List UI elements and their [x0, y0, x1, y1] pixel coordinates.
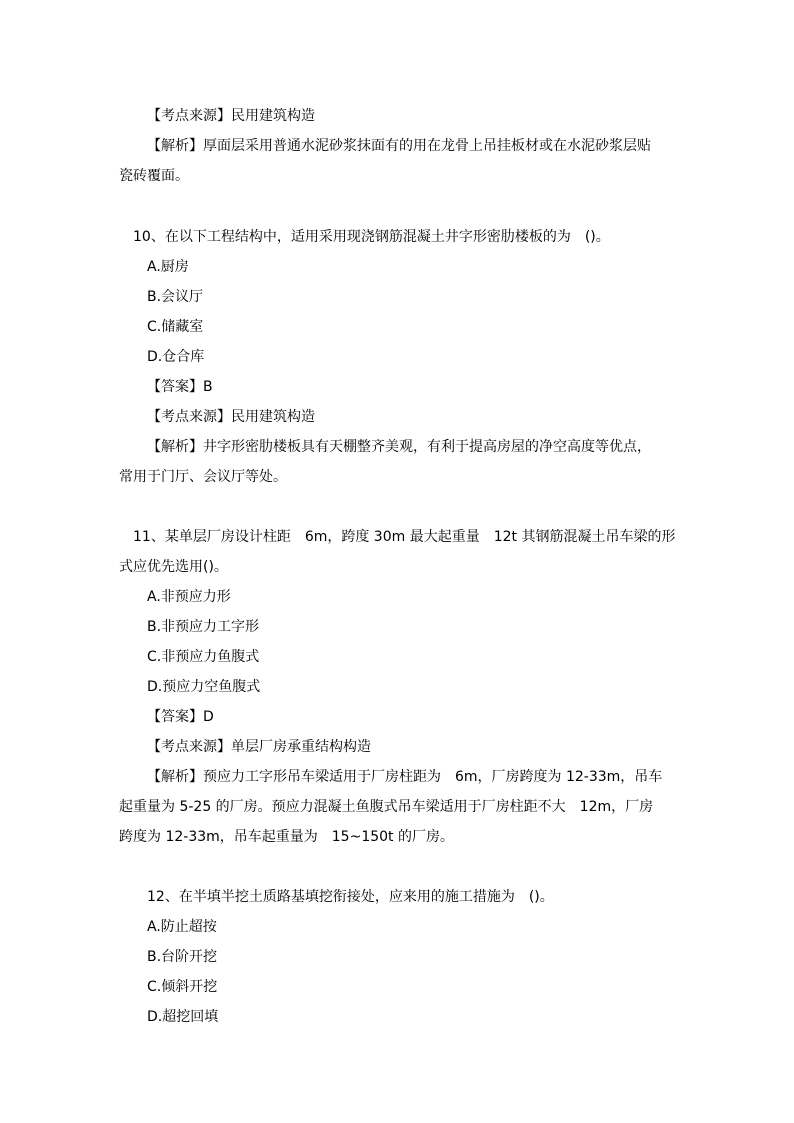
q11-stem-line2: 式应优先选用()。 — [119, 559, 228, 575]
q11-source: 【考点来源】单层厂房承重结构构造 — [147, 739, 371, 755]
q11-analysis-line2: 起重量为 5-25 的厂房。预应力混凝土鱼腹式吊车梁适用于厂房柱距不大 12m，厂房 — [119, 799, 654, 815]
q11-answer: 【答案】D — [147, 709, 214, 725]
q10-option-c: C.储藏室 — [147, 319, 204, 335]
q10-analysis-line1: 【解析】井字形密肋楼板具有天棚整齐美观，有利于提高房屋的净空高度等优点， — [147, 439, 651, 455]
q10-source: 【考点来源】民用建筑构造 — [147, 409, 315, 425]
q10-option-b: B.会议厅 — [147, 289, 204, 305]
q11-option-b: B.非预应力工字形 — [147, 619, 260, 635]
q10-option-a: A.厨房 — [147, 259, 189, 275]
q11-analysis-line1: 【解析】预应力工字形吊车梁适用于厂房柱距为 6m，厂房跨度为 12-33m，吊车 — [147, 769, 663, 785]
q12-stem: 12、在半填半挖土质路基填挖衔接处，应来用的施工措施为 ()。 — [147, 889, 554, 905]
q9-analysis-line1: 【解析】厚面层采用普通水泥砂浆抹面有的用在龙骨上吊挂板材或在水泥砂浆层贴 — [147, 138, 651, 154]
q10-answer: 【答案】B — [147, 379, 213, 395]
q12-option-c: C.倾斜开挖 — [147, 979, 218, 995]
q10-stem: 10、在以下工程结构中，适用采用现浇钢筋混凝土井字形密肋楼板的为 ()。 — [133, 229, 610, 245]
q12-option-a: A.防止超按 — [147, 919, 217, 935]
q9-source: 【考点来源】民用建筑构造 — [147, 108, 315, 124]
q10-analysis-line2: 常用于门厅、会议厅等处。 — [119, 469, 287, 485]
q12-option-d: D.超挖回填 — [147, 1009, 219, 1025]
q11-option-a: A.非预应力形 — [147, 589, 231, 605]
q11-option-d: D.预应力空鱼腹式 — [147, 679, 261, 695]
q10-option-d: D.仓合库 — [147, 349, 205, 365]
q11-option-c: C.非预应力鱼腹式 — [147, 649, 260, 665]
q11-analysis-line3: 跨度为 12-33m，吊车起重量为 15~150t 的厂房。 — [119, 829, 454, 845]
q9-analysis-line2: 瓷砖覆面。 — [119, 168, 189, 184]
q12-option-b: B.台阶开挖 — [147, 949, 218, 965]
q11-stem-line1: 11、某单层厂房设计柱距 6m，跨度 30m 最大起重量 12t 其钢筋混凝土吊车梁的形 — [133, 529, 676, 545]
